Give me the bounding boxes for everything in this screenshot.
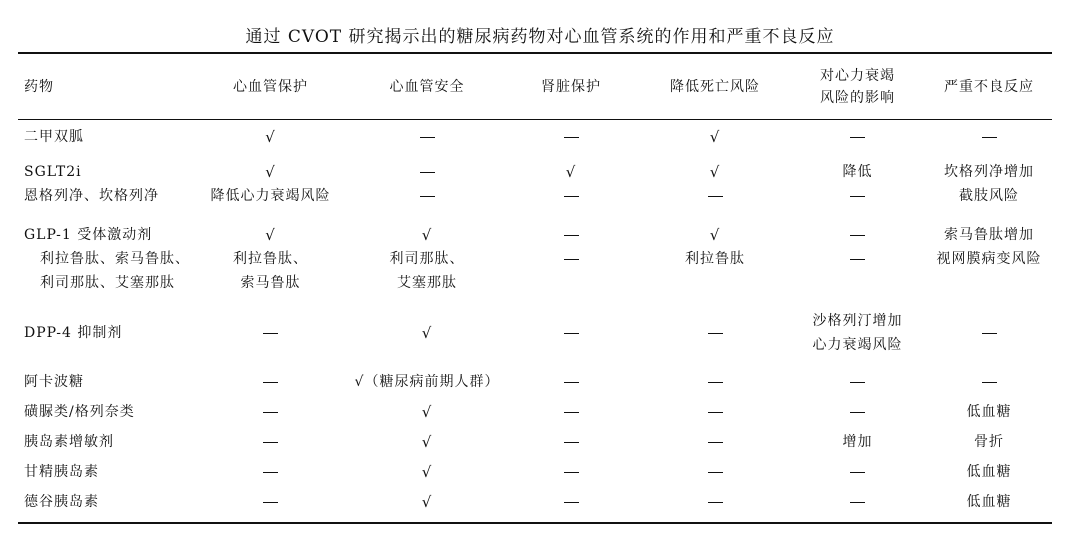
header-heart-failure	[789, 54, 926, 119]
adverse-text: 截肢风险	[959, 188, 1019, 204]
header-drug: 药物	[24, 78, 54, 95]
table-row	[18, 309, 1052, 333]
table-row	[18, 367, 1052, 397]
hf-effect: 增加	[842, 434, 873, 450]
dash-cell	[926, 309, 1052, 357]
dash-mark	[263, 472, 278, 473]
dash-cell	[188, 487, 353, 517]
dash-cell	[501, 247, 641, 271]
adverse-text: 低血糖	[966, 494, 1012, 510]
dash-cell	[641, 487, 789, 517]
adverse-text: 骨折	[974, 434, 1004, 450]
dash-mark	[420, 172, 435, 173]
header-heart-failure-line1: 对心力衰竭	[820, 67, 895, 84]
dash-mark	[263, 442, 278, 443]
hf-effect: 沙格列汀增加	[812, 313, 903, 329]
dash-mark	[708, 502, 723, 503]
dash-mark	[564, 235, 579, 236]
dash-mark	[564, 382, 579, 383]
dash-mark	[708, 382, 723, 383]
dash-cell	[789, 367, 926, 397]
dash-cell	[353, 184, 501, 208]
check-mark: √	[265, 163, 276, 181]
check-mark: √	[265, 226, 276, 244]
dash-cell	[926, 120, 1052, 154]
drug-name: 胰岛素增敏剂	[24, 434, 114, 450]
dash-mark	[982, 333, 997, 334]
header-heart-failure-line2: 风险的影响	[820, 89, 895, 106]
check-mark: √	[709, 128, 721, 146]
cv-protection-text: 降低心力衰竭风险	[210, 188, 331, 204]
dash-cell	[641, 309, 789, 357]
check-mark: √	[421, 493, 433, 511]
dash-mark	[708, 333, 723, 334]
dash-mark	[564, 472, 579, 473]
check-mark: √	[421, 403, 433, 421]
table-row	[18, 160, 1052, 184]
dash-mark	[982, 382, 997, 383]
check-mark: √	[265, 128, 276, 146]
dash-mark	[564, 333, 579, 334]
header-renal-protection: 肾脏保护	[541, 78, 601, 95]
dash-cell	[501, 184, 641, 208]
dash-cell	[789, 247, 926, 271]
dash-cell	[188, 427, 353, 457]
dash-cell	[789, 487, 926, 517]
dash-mark	[850, 235, 865, 236]
drug-name: 阿卡波糖	[24, 374, 84, 390]
table-row	[18, 120, 1052, 154]
dash-cell	[641, 397, 789, 427]
adverse-text: 低血糖	[966, 404, 1012, 420]
header-cv-safety: 心血管安全	[389, 78, 465, 95]
check-mark: √	[709, 226, 721, 244]
check-mark: √	[421, 433, 433, 451]
dash-cell	[188, 457, 353, 487]
cv-safety-text: 艾塞那肽	[397, 275, 457, 291]
cv-protection-text: 索马鲁肽	[240, 275, 301, 291]
mortality-text: 利拉鲁肽	[685, 251, 745, 267]
dash-cell	[501, 309, 641, 357]
dash-cell	[501, 457, 641, 487]
table-body	[18, 120, 1052, 517]
bottom-rule	[18, 522, 1052, 524]
dash-mark	[708, 412, 723, 413]
dash-mark	[850, 472, 865, 473]
dash-cell	[501, 120, 641, 154]
dash-mark	[564, 137, 579, 138]
dash-cell	[641, 457, 789, 487]
dash-mark	[850, 259, 865, 260]
drug-name: SGLT2i	[24, 164, 82, 180]
dash-mark	[564, 412, 579, 413]
cv-safety-text: √（糖尿病前期人群）	[354, 374, 500, 390]
dash-cell	[353, 160, 501, 184]
check-mark: √	[565, 163, 577, 181]
drug-name: DPP-4 抑制剂	[24, 325, 123, 341]
dash-mark	[850, 412, 865, 413]
table-row	[18, 427, 1052, 457]
dash-mark	[564, 259, 579, 260]
drug-subname: 利司那肽、艾塞那肽	[40, 275, 175, 291]
dash-cell	[501, 367, 641, 397]
drug-name: 磺脲类/格列奈类	[24, 404, 135, 420]
dash-mark	[564, 502, 579, 503]
drug-subname: 利拉鲁肽、索马鲁肽、	[40, 251, 190, 267]
drug-name: 二甲双胍	[24, 129, 84, 145]
table-header	[18, 54, 1052, 119]
adverse-text: 坎格列净增加	[944, 164, 1034, 180]
dash-cell	[926, 367, 1052, 397]
drug-name: 德谷胰岛素	[24, 494, 99, 510]
dash-cell	[501, 397, 641, 427]
adverse-text: 低血糖	[966, 464, 1012, 480]
table-row	[18, 457, 1052, 487]
dash-cell	[641, 184, 789, 208]
adverse-text: 索马鲁肽增加	[944, 227, 1034, 243]
dash-cell	[188, 367, 353, 397]
dash-mark	[263, 382, 278, 383]
dash-cell	[188, 309, 353, 357]
check-mark: √	[421, 226, 433, 244]
drug-name: GLP-1 受体激动剂	[24, 227, 153, 243]
table-row	[18, 223, 1052, 247]
dash-mark	[850, 382, 865, 383]
dash-cell	[188, 397, 353, 427]
hf-effect: 心力衰竭风险	[812, 337, 903, 353]
cv-protection-text: 利拉鲁肽、	[233, 251, 308, 267]
dash-mark	[982, 137, 997, 138]
dash-mark	[263, 333, 278, 334]
dash-cell	[789, 120, 926, 154]
check-mark: √	[709, 163, 721, 181]
drug-subname: 恩格列净、坎格列净	[24, 188, 159, 204]
table-row	[18, 397, 1052, 427]
dash-mark	[708, 442, 723, 443]
dash-cell	[353, 120, 501, 154]
table-row	[18, 247, 1052, 271]
table-row	[18, 271, 1052, 295]
dash-mark	[850, 196, 865, 197]
header-mortality: 降低死亡风险	[670, 78, 760, 95]
hf-effect: 降低	[842, 164, 873, 180]
dash-mark	[420, 137, 435, 138]
dash-mark	[850, 502, 865, 503]
check-mark: √	[421, 324, 433, 342]
table-title: 通过 CVOT 研究揭示出的糖尿病药物对心血管系统的作用和严重不良反应	[245, 27, 835, 47]
dash-mark	[263, 412, 278, 413]
dash-cell	[501, 427, 641, 457]
dash-mark	[263, 502, 278, 503]
table-row	[18, 184, 1052, 208]
dash-cell	[641, 427, 789, 457]
dash-cell	[641, 367, 789, 397]
dash-cell	[789, 223, 926, 247]
dash-mark	[564, 442, 579, 443]
drug-name: 甘精胰岛素	[24, 464, 99, 480]
cv-safety-text: 利司那肽、	[389, 251, 465, 267]
header-cv-protection: 心血管保护	[233, 78, 308, 95]
dash-mark	[850, 137, 865, 138]
dash-mark	[708, 196, 723, 197]
dash-cell	[789, 184, 926, 208]
dash-cell	[501, 487, 641, 517]
table-row	[18, 487, 1052, 517]
adverse-text: 视网膜病变风险	[936, 251, 1042, 267]
dash-mark	[564, 196, 579, 197]
dash-mark	[420, 196, 435, 197]
dash-mark	[708, 472, 723, 473]
dash-cell	[789, 457, 926, 487]
header-adverse: 严重不良反应	[944, 78, 1034, 95]
dash-cell	[501, 223, 641, 247]
dash-cell	[789, 397, 926, 427]
check-mark: √	[421, 463, 433, 481]
